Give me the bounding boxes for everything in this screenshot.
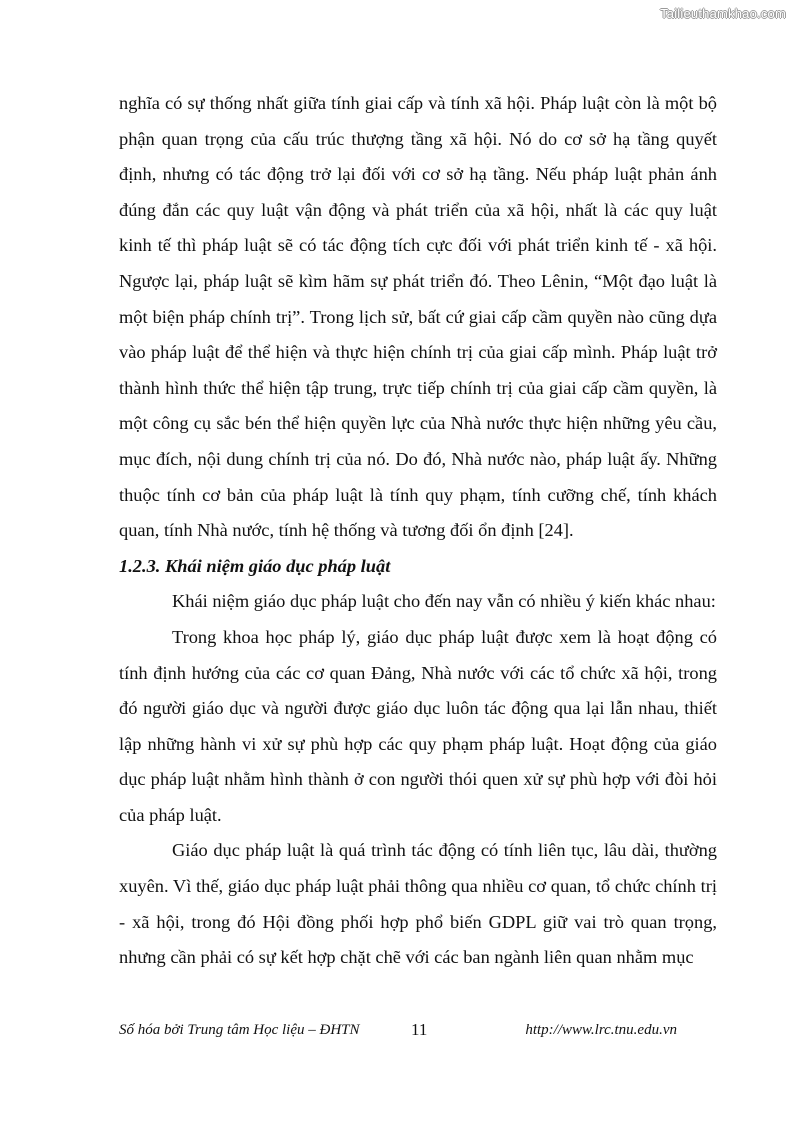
- paragraph-continued: nghĩa có sự thống nhất giữa tính giai cấp và tính xã hội. Pháp luật còn là một bộ phận quan trọng của cấu trúc thượng tầng xã hội. Nó do cơ sở hạ tầng quyết định, nhưng có tác động trở lại đối với cơ sở hạ tầng. Nếu pháp luật phản ánh đúng đắn các quy luật vận động và phát triển của xã hội, nhất là các quy luật kinh tế thì pháp luật sẽ có tác động tích cực đối với phát triển kinh tế - xã hội. Ngược lại, pháp luật sẽ kìm hãm sự phát triển đó. Theo Lênin, “Một đạo luật là một biện pháp chính trị”. Trong lịch sử, bất cứ giai cấp cầm quyền nào cũng dựa vào pháp luật để thể hiện và thực hiện chính trị của giai cấp mình. Pháp luật trở thành hình thức thể hiện tập trung, trực tiếp chính trị của giai cấp cầm quyền, là một công cụ sắc bén thể hiện quyền lực của Nhà nước thực hiện những yêu cầu, mục đích, nội dung chính trị của nó. Do đó, Nhà nước nào, pháp luật ấy. Những thuộc tính cơ bản của pháp luật là tính quy phạm, tính cưỡng chế, tính khách quan, tính Nhà nước, tính hệ thống và tương đối ổn định [24].: [119, 93, 717, 541]
- footer-url: http://www.lrc.tnu.edu.vn: [525, 1022, 677, 1038]
- page-body: [119, 86, 717, 976]
- paragraph-intro: Khái niệm giáo dục pháp luật cho đến nay vẫn có nhiều ý kiến khác nhau:: [172, 591, 716, 612]
- page-footer: [119, 1022, 717, 1044]
- section-heading: 1.2.3. Khái niệm giáo dục pháp luật: [119, 555, 391, 576]
- watermark-text: Tailieuthamkhao.com: [660, 6, 786, 21]
- paragraph-legal-science: Trong khoa học pháp lý, giáo dục pháp luật được xem là hoạt động có tính định hướng của các cơ quan Đảng, Nhà nước với các tổ chức xã hội, trong đó người giáo dục và người được giáo dục luôn tác động qua lại lẫn nhau, thiết lập những hành vi xử sự phù hợp các quy phạm pháp luật. Hoạt động của giáo dục pháp luật nhằm hình thành ở con người thói quen xử sự phù hợp với đòi hỏi của pháp luật.: [119, 626, 717, 825]
- paragraph-continuous-process: Giáo dục pháp luật là quá trình tác động có tính liên tục, lâu dài, thường xuyên. Vì thế, giáo dục pháp luật phải thông qua nhiều cơ quan, tổ chức chính trị - xã hội, trong đó Hội đồng phối hợp phổ biến GDPL giữ vai trò quan trọng, nhưng cần phải có sự kết hợp chặt chẽ với các ban ngành liên quan nhằm mục: [119, 840, 717, 968]
- page-number: 11: [411, 1020, 428, 1039]
- footer-digitized-by: Số hóa bởi Trung tâm Học liệu – ĐHTN: [119, 1022, 360, 1038]
